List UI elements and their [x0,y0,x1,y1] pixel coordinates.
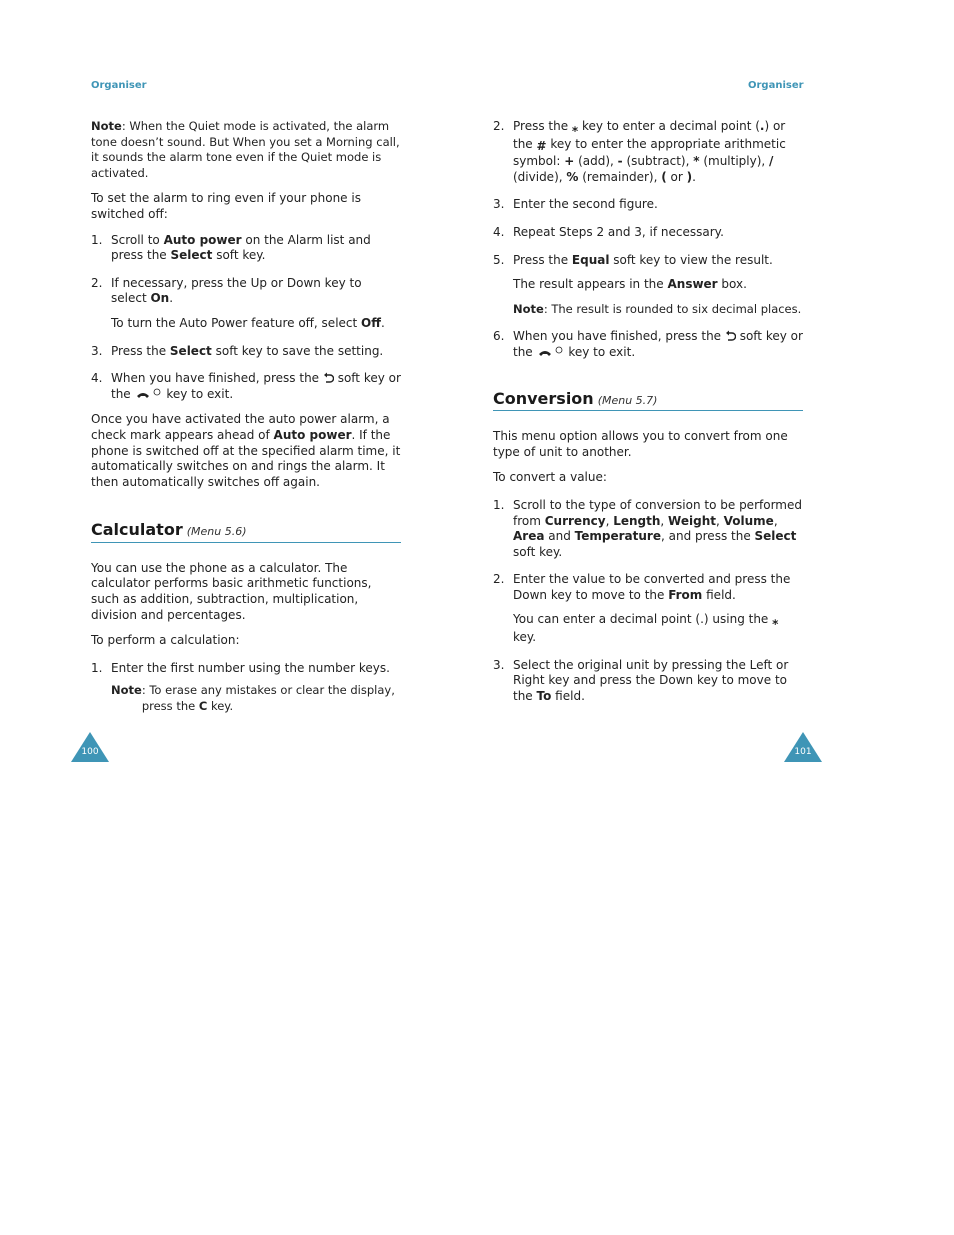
auto-power-paragraph: Once you have activated the auto power alarm, a check mark appears ahead of Auto power. If the phone is switched off at the specified alarm time, it automatically switches on and rings the alarm. It then automatically switches off again. [91,412,401,489]
section-heading-conversion: Conversion (Menu 5.7) [493,391,803,412]
calculator-intro: To perform a calculation: [91,633,240,648]
conversion-description: This menu option allows you to convert from one type of unit to another. [493,429,788,459]
right-column [493,119,803,716]
note-quiet-mode: Note: When the Quiet mode is activated, the alarm tone doesn’t sound. But When you set a Morning call, it sounds the alarm tone even if the Quiet mode is activated. [91,119,400,180]
running-header-right: Organiser [748,80,804,91]
end-call-icon [135,388,163,400]
list-item: 4. Repeat Steps 2 and 3, if necessary. [493,224,724,239]
star-key-icon: ⁎ [571,121,579,135]
section-heading-calculator: Calculator (Menu 5.6) [91,522,401,543]
list-item: 3. Press the Select soft key to save the setting. [91,343,384,358]
note-erase: Note : To erase any mistakes or clear the display, press the C key. [111,683,395,714]
star-key-icon: ⁎ [772,614,779,629]
list-item: 1. Scroll to Auto power on the Alarm list and press the Select soft key. [91,232,371,263]
list-item: 2. Enter the value to be converted and press the Down key to move to the From field. You can enter a decimal point (.) using the ⁎ key. [493,572,791,645]
list-item: 3. Select the original unit by pressing the Left or Right key and press the Down key to move to the To field. [493,657,789,703]
list-item: 2. Press the ⁎ key to enter a decimal point (.) or the # key to enter the appropriate arithmetic symbol: + (add), - (subtract), * (multiply), / (divide), % (remainder), ( or ). [493,119,786,184]
conversion-intro: To convert a value: [493,470,607,485]
back-icon [725,330,736,342]
auto-power-steps [91,233,401,403]
list-item: 5. Press the Equal soft key to view the result. The result appears in the Answer box. Note: The result is rounded to six decimal places. [493,252,802,316]
list-item: 1. Scroll to the type of conversion to be performed from Currency, Length, Weight, Volume, Area and Temperature, and press the Select soft key. [493,497,802,559]
list-item: 2. If necessary, press the Up or Down key to select On. To turn the Auto Power feature off, select Off. [91,275,385,330]
page-number-left: 100 [81,747,99,757]
left-column [91,119,401,715]
running-header-left: Organiser [91,80,147,91]
end-call-icon [537,346,565,358]
page-number-right: 101 [794,747,812,757]
list-item: 1. Enter the first number using the number keys. Note : To erase any mistakes or clear the display, press the C key. [91,661,401,715]
list-item: 4. When you have finished, press the soft key or the key to exit. [91,371,401,401]
calculator-description: You can use the phone as a calculator. The calculator performs basic arithmetic functions, such as addition, subtraction, multiplication, division and percentages. [91,560,372,622]
back-icon [323,372,334,384]
list-item: 6. When you have finished, press the soft key or the key to exit. [493,329,803,359]
intro-text: To set the alarm to ring even if your phone is switched off: [91,191,361,221]
list-item: 3. Enter the second figure. [493,197,658,212]
hash-key-icon: # [536,138,547,153]
